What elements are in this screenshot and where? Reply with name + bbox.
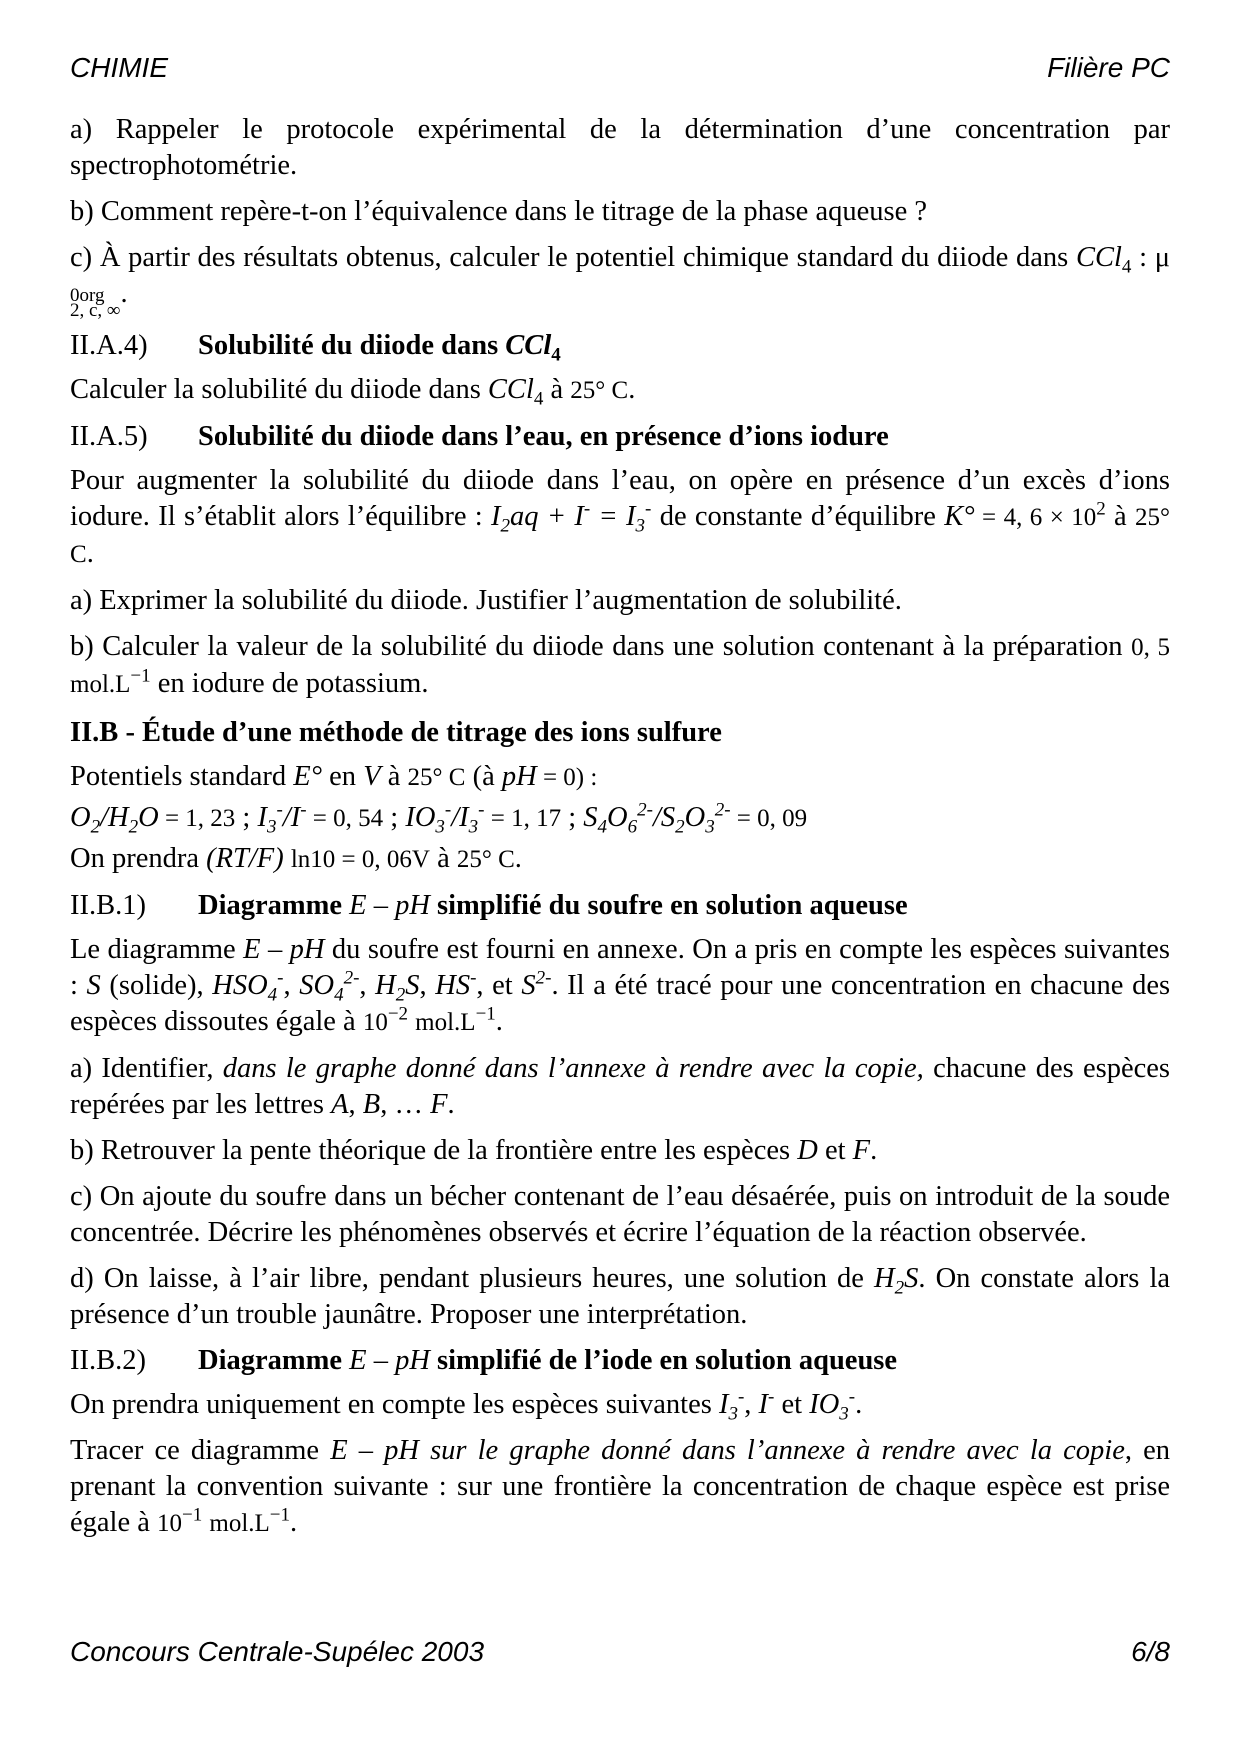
question-IIB1b: b) Retrouver la pente théorique de la frontière entre les espèces D et F. <box>70 1135 878 1166</box>
section-IIB-title: II.B - Étude d’une méthode de titrage des ions sulfure <box>70 717 722 748</box>
paragraph-IIB2-instructions: Tracer ce diagramme E – pH sur le graphe donné dans l’annexe à rendre avec la copie, en prenant la convention suivante : sur une frontière la concentration de chaque espèce est prise égale à $10^{-1}$ $mol.L^{-1}$. <box>70 1435 1170 1538</box>
header-track: Filière PC <box>1047 52 1170 83</box>
paragraph-IIB2-species: On prendra uniquement en compte les espèces suivantes $I_3^-$, I- et $IO_3^-$. <box>70 1386 863 1425</box>
question-IIB1c: c) On ajoute du soufre dans un bécher contenant de l’eau désaérée, puis on introduit de la soude concentrée. Décrire les phénomènes observés et écrire l’équation de la réaction observée. <box>70 1181 1170 1248</box>
heading-IIB2: II.B.2) Diagramme E – pH simplifié de l’iode en solution aqueuse <box>70 1345 898 1376</box>
question-b: b) Comment repère-t-on l’équivalence dans le titrage de la phase aqueuse ? <box>70 196 928 227</box>
question-IIB1d: d) On laisse, à l’air libre, pendant plusieurs heures, une solution de $H_2S$. On constate alors la présence d’un trouble jaunâtre. Proposer une interprétation. <box>70 1263 1171 1330</box>
paragraph-IIB1: Le diagramme E – pH du soufre est fourni en annexe. On a pris en compte les espèces suivantes : S (solide), $HSO_4^-$, $SO_4^{2-}$, $H_2S$, HS-, et $S^{2-}$. Il a été tracé pour une concentration en chacune des espèces dissoutes égale à $10^{-2}$ $mol.L^{-1}$. <box>70 934 1171 1037</box>
question-IIB1a: a) Identifier, dans le graphe donné dans l’annexe à rendre avec la copie, chacune des espèces repérées par les lettres A, B, … F. <box>70 1053 1171 1120</box>
header-subject: CHIMIE <box>70 52 168 83</box>
question-IIA5b: b) Calculer la valeur de la solubilité du diiode dans une solution contenant à la préparation 0, 5 $mol.L^{-1}$ en iodure de potassium. <box>70 631 1171 699</box>
question-IIA5a: a) Exprimer la solubilité du diiode. Justifier l’augmentation de solubilité. <box>70 585 902 616</box>
question-a: a) Rappeler le protocole expérimental de la détermination d’une concentration par spectrophotométrie. <box>70 114 1170 181</box>
paragraph-IIA5: Pour augmenter la solubilité du diiode dans l’eau, on opère en présence d’un excès d’ions iodure. Il s’établit alors l’équilibre : $I_2aq + I^- = I_3^-$ de constante d’équilibre K° = 4, $6 \times 10^2$ à 25° C. <box>70 465 1171 569</box>
heading-IIA5: II.A.5) Solubilité du diiode dans l’eau, en présence d’ions iodure <box>70 421 889 452</box>
paragraph-IIB-rtf: On prendra (RT/F) ln10 = 0, 06V à 25° C. <box>70 843 522 874</box>
paragraph-IIB-potentials: Potentiels standard E° en V à 25° C (à pH = 0) : <box>70 761 598 792</box>
footer-page-number: 6/8 <box>1131 1636 1170 1667</box>
redox-couples: $O_2/H_2O = 1$, 23 ; $I_3^-/I^- = 0$, 54 ; $IO_3^-/I_3^- = 1$, 17 ; $S_4O_6^{2-}/S_2O_3^{2-} = 0$, 09 <box>70 799 808 838</box>
footer-exam: Concours Centrale-Supélec 2003 <box>70 1636 485 1667</box>
question-c: c) À partir des résultats obtenus, calculer le potentiel chimique standard du diiode dans CCl$_4$ : μ 0org 2, c, ∞ . <box>70 242 1170 321</box>
page-content <box>70 112 1170 1552</box>
heading-IIB1: II.B.1) Diagramme E – pH simplifié du soufre en solution aqueuse <box>70 890 908 921</box>
heading-IIA4: II.A.4) Solubilité du diiode dans CCl$_4$ <box>70 330 561 366</box>
paragraph-IIA4: Calculer la solubilité du diiode dans CCl$_4$ à 25° C. <box>70 374 636 410</box>
